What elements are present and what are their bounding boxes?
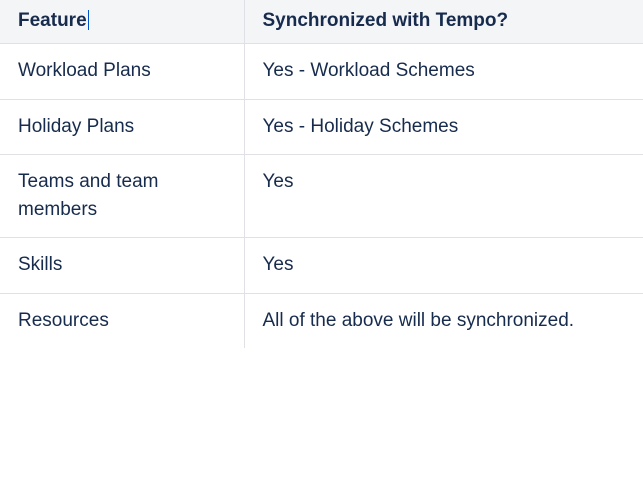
text-caret [88, 10, 89, 30]
column-header-feature-label: Feature [18, 10, 87, 31]
cell-synchronized: Yes [244, 238, 643, 294]
table-row [0, 293, 643, 348]
cell-synchronized: Yes - Workload Schemes [244, 44, 643, 100]
table-row [0, 238, 643, 294]
cell-feature: Workload Plans [0, 44, 244, 100]
column-header-synchronized: Synchronized with Tempo? [244, 0, 643, 44]
cell-synchronized: All of the above will be synchronized. [262, 309, 575, 331]
table-row [0, 44, 643, 100]
cell-synchronized: Yes [244, 155, 643, 238]
cell-feature: Skills [0, 238, 244, 294]
cell-feature: Teams and team members [0, 155, 244, 238]
table-body [0, 44, 643, 349]
cell-feature: Holiday Plans [0, 99, 244, 155]
column-header-feature [0, 0, 244, 44]
table-header [0, 0, 643, 44]
table-row [0, 99, 643, 155]
cell-synchronized: Yes - Holiday Schemes [244, 99, 643, 155]
cell-feature: Resources [0, 293, 244, 348]
table-header-row [0, 0, 643, 44]
table-row [0, 155, 643, 238]
